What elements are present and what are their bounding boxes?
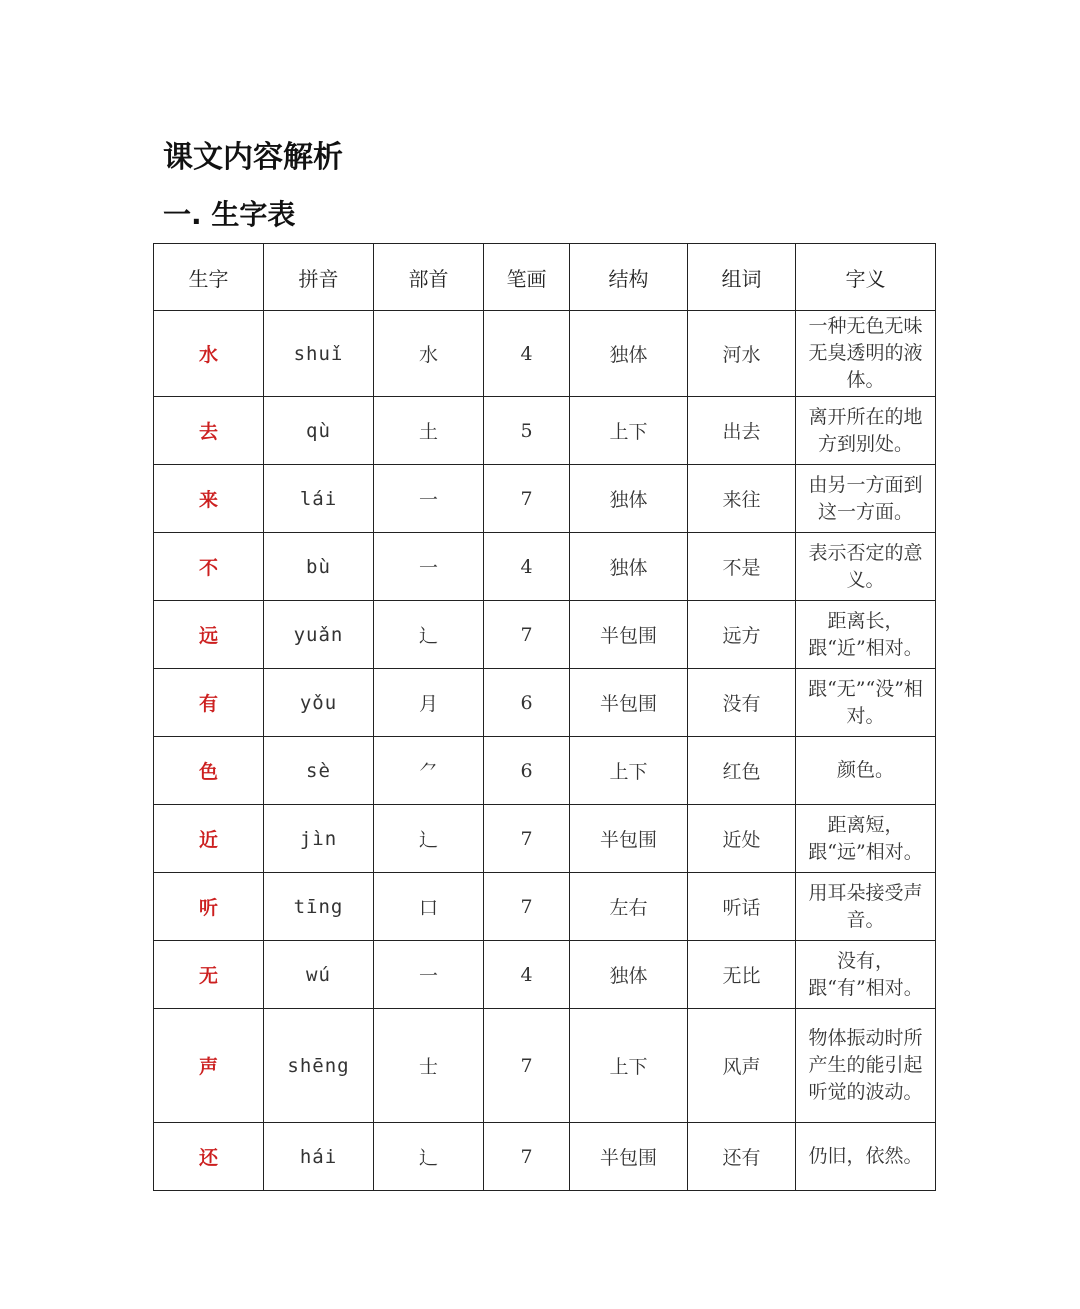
cell-char: 色 xyxy=(154,737,264,805)
cell-char: 听 xyxy=(154,873,264,941)
cell-meaning: 距离长，跟“近”相对。 xyxy=(796,601,936,669)
cell-structure: 上下 xyxy=(570,397,688,465)
cell-strokes: 7 xyxy=(484,1009,570,1123)
cell-structure: 独体 xyxy=(570,533,688,601)
cell-meaning: 一种无色无味无臭透明的液体。 xyxy=(796,311,936,397)
cell-char: 无 xyxy=(154,941,264,1009)
cell-radical: 土 xyxy=(374,397,484,465)
table-row xyxy=(154,465,936,533)
cell-strokes: 6 xyxy=(484,737,570,805)
cell-pinyin: hái xyxy=(264,1123,374,1191)
cell-pinyin: lái xyxy=(264,465,374,533)
cell-word: 风声 xyxy=(688,1009,796,1123)
cell-structure: 独体 xyxy=(570,941,688,1009)
cell-word: 河水 xyxy=(688,311,796,397)
cell-structure: 上下 xyxy=(570,1009,688,1123)
cell-structure: 半包围 xyxy=(570,1123,688,1191)
cell-meaning: 由另一方面到这一方面。 xyxy=(796,465,936,533)
character-table xyxy=(153,243,936,1191)
cell-structure: 半包围 xyxy=(570,601,688,669)
table-row xyxy=(154,1009,936,1123)
cell-word: 还有 xyxy=(688,1123,796,1191)
cell-meaning: 物体振动时所产生的能引起听觉的波动。 xyxy=(796,1009,936,1123)
cell-word: 听话 xyxy=(688,873,796,941)
cell-pinyin: shēng xyxy=(264,1009,374,1123)
section-title: 一. 生字表 xyxy=(163,198,296,231)
cell-char: 声 xyxy=(154,1009,264,1123)
cell-structure: 独体 xyxy=(570,465,688,533)
cell-radical: 辶 xyxy=(374,1123,484,1191)
cell-strokes: 4 xyxy=(484,941,570,1009)
table-row xyxy=(154,397,936,465)
table-row xyxy=(154,941,936,1009)
cell-meaning: 跟“无”“没”相对。 xyxy=(796,669,936,737)
header-pinyin: 拼音 xyxy=(264,244,374,311)
header-meaning: 字义 xyxy=(796,244,936,311)
cell-radical: 辶 xyxy=(374,601,484,669)
cell-char: 去 xyxy=(154,397,264,465)
header-structure: 结构 xyxy=(570,244,688,311)
cell-word: 无比 xyxy=(688,941,796,1009)
table-row xyxy=(154,805,936,873)
cell-meaning: 距离短，跟“远”相对。 xyxy=(796,805,936,873)
cell-structure: 上下 xyxy=(570,737,688,805)
cell-word: 远方 xyxy=(688,601,796,669)
table-row xyxy=(154,601,936,669)
cell-pinyin: jìn xyxy=(264,805,374,873)
cell-strokes: 4 xyxy=(484,311,570,397)
cell-word: 没有 xyxy=(688,669,796,737)
cell-structure: 半包围 xyxy=(570,669,688,737)
cell-strokes: 7 xyxy=(484,601,570,669)
cell-radical: 一 xyxy=(374,941,484,1009)
cell-word: 来往 xyxy=(688,465,796,533)
table-row xyxy=(154,737,936,805)
cell-radical: 口 xyxy=(374,873,484,941)
cell-radical: 一 xyxy=(374,533,484,601)
header-radical: 部首 xyxy=(374,244,484,311)
cell-meaning: 仍旧，依然。 xyxy=(796,1123,936,1191)
cell-pinyin: tīng xyxy=(264,873,374,941)
cell-word: 近处 xyxy=(688,805,796,873)
cell-char: 水 xyxy=(154,311,264,397)
cell-structure: 左右 xyxy=(570,873,688,941)
cell-radical: 士 xyxy=(374,1009,484,1123)
table-header-row xyxy=(154,244,936,311)
cell-char: 还 xyxy=(154,1123,264,1191)
cell-word: 出去 xyxy=(688,397,796,465)
cell-word: 红色 xyxy=(688,737,796,805)
cell-strokes: 4 xyxy=(484,533,570,601)
cell-radical: 一 xyxy=(374,465,484,533)
cell-strokes: 7 xyxy=(484,873,570,941)
cell-meaning: 离开所在的地方到别处。 xyxy=(796,397,936,465)
cell-char: 远 xyxy=(154,601,264,669)
document-title: 课文内容解析 xyxy=(163,140,343,175)
cell-char: 有 xyxy=(154,669,264,737)
table-row xyxy=(154,669,936,737)
cell-meaning: 表示否定的意义。 xyxy=(796,533,936,601)
cell-radical: 辶 xyxy=(374,805,484,873)
cell-strokes: 7 xyxy=(484,465,570,533)
table-row xyxy=(154,1123,936,1191)
cell-pinyin: sè xyxy=(264,737,374,805)
cell-pinyin: wú xyxy=(264,941,374,1009)
cell-strokes: 5 xyxy=(484,397,570,465)
cell-meaning: 用耳朵接受声音。 xyxy=(796,873,936,941)
cell-pinyin: yuǎn xyxy=(264,601,374,669)
cell-word: 不是 xyxy=(688,533,796,601)
cell-char: 不 xyxy=(154,533,264,601)
cell-strokes: 7 xyxy=(484,1123,570,1191)
header-word: 组词 xyxy=(688,244,796,311)
cell-strokes: 6 xyxy=(484,669,570,737)
cell-char: 来 xyxy=(154,465,264,533)
cell-pinyin: bù xyxy=(264,533,374,601)
cell-meaning: 颜色。 xyxy=(796,737,936,805)
cell-pinyin: shuǐ xyxy=(264,311,374,397)
table-row xyxy=(154,533,936,601)
table-row xyxy=(154,311,936,397)
cell-char: 近 xyxy=(154,805,264,873)
cell-pinyin: yǒu xyxy=(264,669,374,737)
cell-structure: 独体 xyxy=(570,311,688,397)
table-row xyxy=(154,873,936,941)
header-char: 生字 xyxy=(154,244,264,311)
cell-radical: ⺈ xyxy=(374,737,484,805)
cell-radical: 月 xyxy=(374,669,484,737)
header-strokes: 笔画 xyxy=(484,244,570,311)
cell-meaning: 没有，跟“有”相对。 xyxy=(796,941,936,1009)
cell-strokes: 7 xyxy=(484,805,570,873)
cell-pinyin: qù xyxy=(264,397,374,465)
cell-radical: 水 xyxy=(374,311,484,397)
cell-structure: 半包围 xyxy=(570,805,688,873)
